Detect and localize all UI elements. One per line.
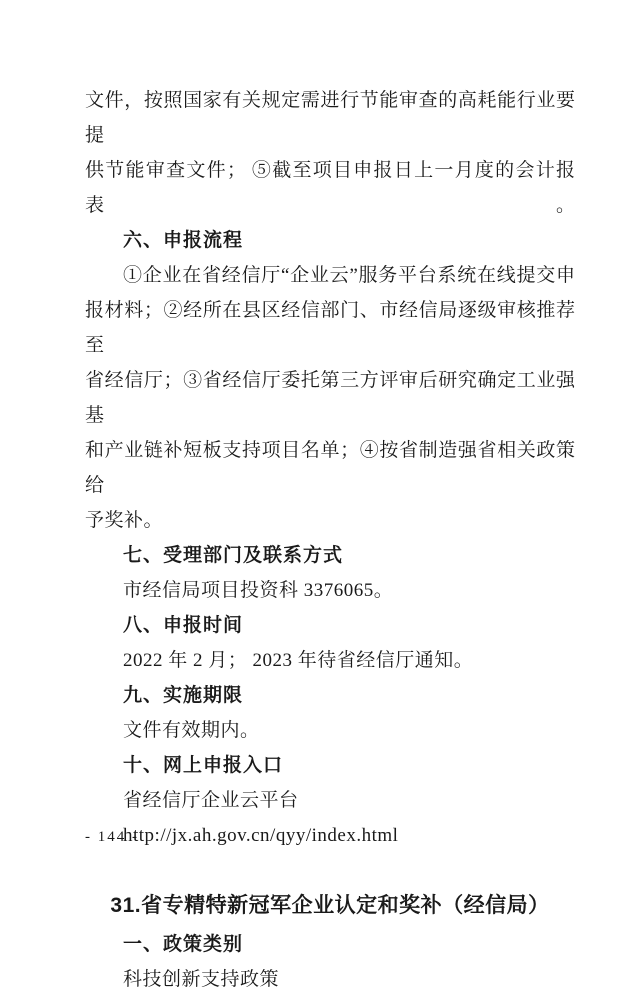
body-line: 报材料；②经所在县区经信部门、市经信局逐级审核推荐至 [85,300,575,356]
section-heading-10: 十、网上申报入口 [123,755,284,776]
body-line: 2022 年 2 月； 2023 年待省经信厅通知。 [123,650,474,671]
body-line: 省经信厅；③省经信厅委托第三方评审后研究确定工业强基 [85,370,575,426]
body-line: 文件有效期内。 [123,720,260,741]
section-heading-7: 七、受理部门及联系方式 [123,545,344,566]
body-line: ①企业在省经信厅“企业云”服务平台系统在线提交申 [123,265,575,286]
url-text: http://jx.ah.gov.cn/qyy/index.html [123,825,399,846]
section-heading-1: 一、政策类别 [123,934,244,955]
section-heading-6: 六、申报流程 [123,230,244,251]
document-body [85,83,575,997]
body-line: 和产业链补短板支持项目名单；④按省制造强省相关政策给 [85,440,575,496]
policy-item-title: 31.省专精特新冠军企业认定和奖补（经信局） [110,894,550,917]
section-heading-8: 八、申报时间 [123,615,244,636]
section-heading-9: 九、实施期限 [123,685,244,706]
body-line: 科技创新支持政策 [123,969,280,990]
body-line: 予奖补。 [85,510,164,531]
contact-line: 市经信局项目投资科 3376065。 [123,580,394,601]
body-line: 文件，按照国家有关规定需进行节能审查的高耗能行业要提 [85,90,575,146]
body-line: 省经信厅企业云平台 [123,790,299,811]
body-line: 供节能审查文件； ⑤截至项目申报日上一月度的会计报表。 [85,160,575,216]
page-number: - 144 - [85,829,139,845]
